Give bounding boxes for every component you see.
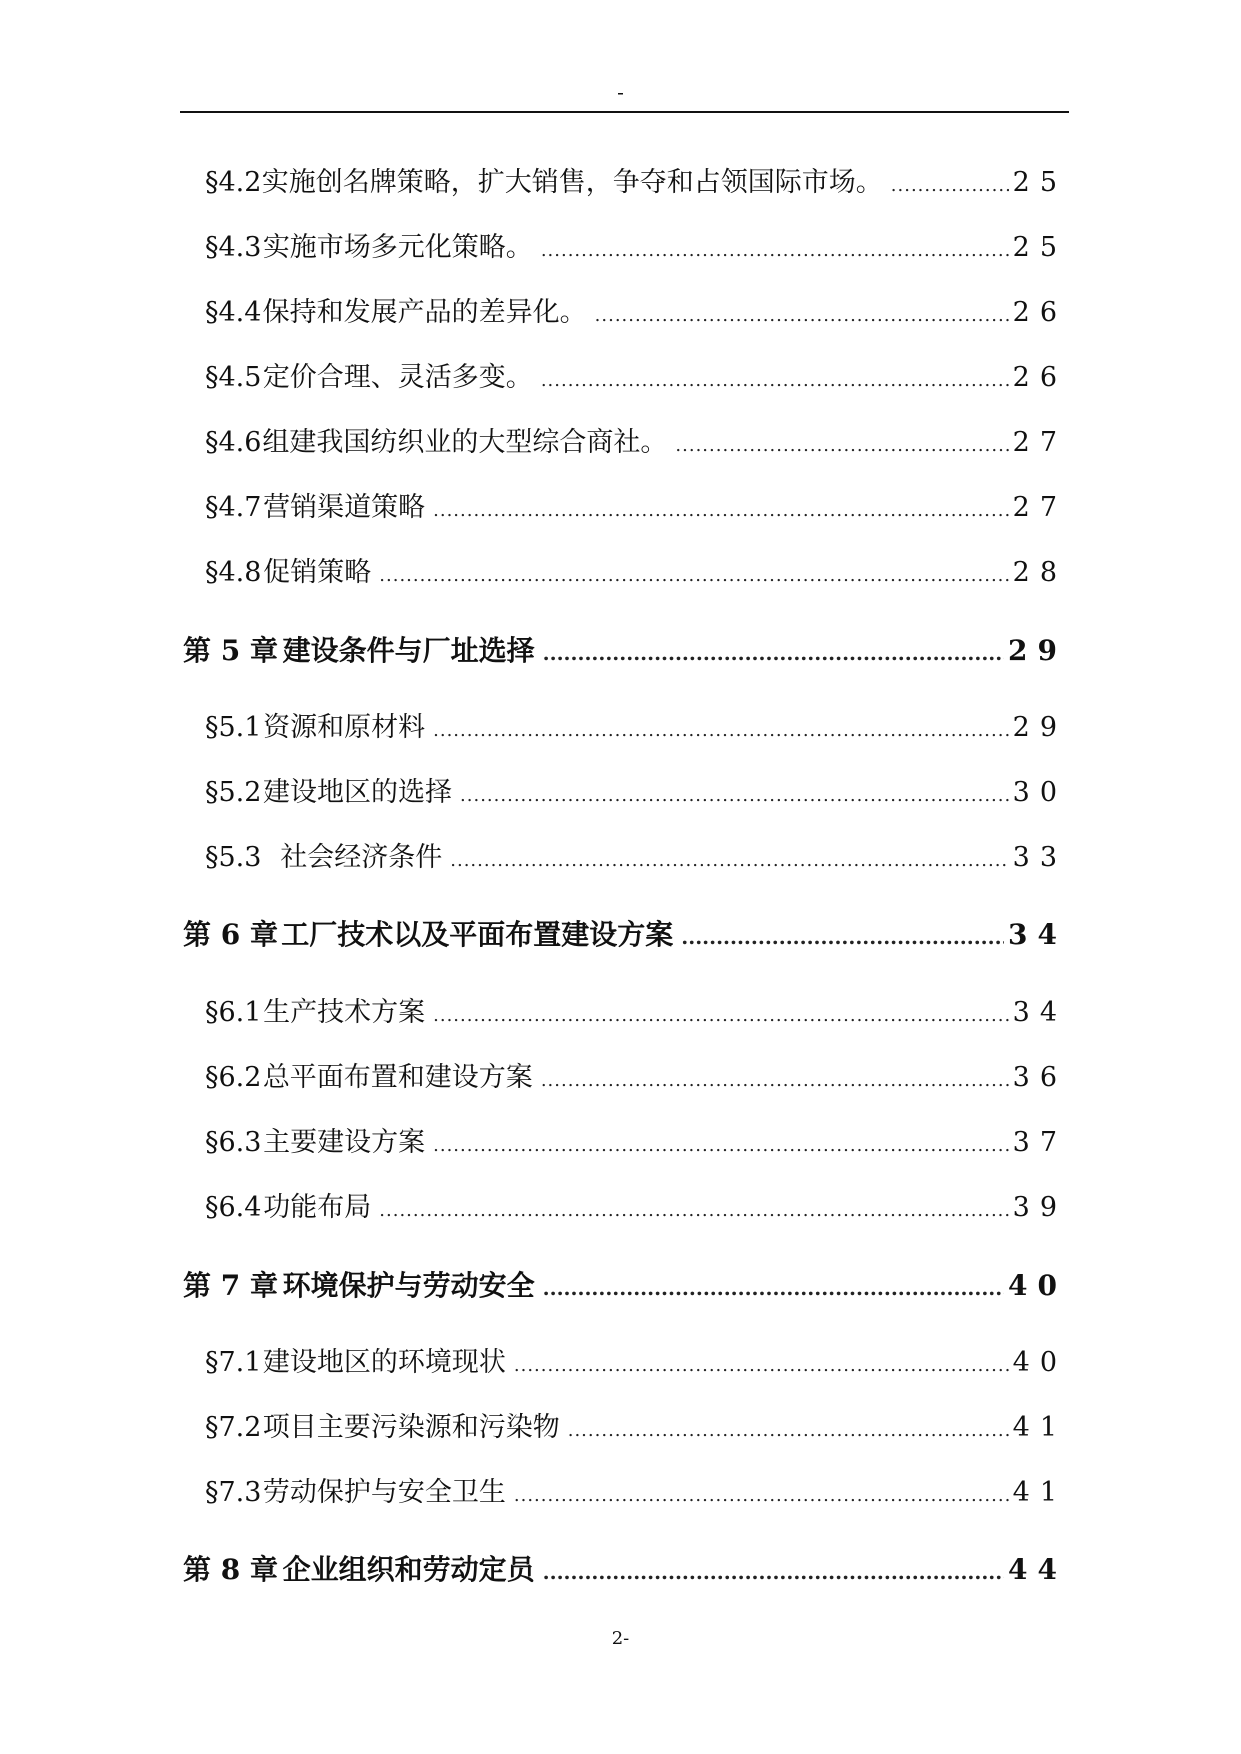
page-number-footer: 2- xyxy=(611,1628,630,1649)
toc-chapter-entry[interactable] xyxy=(183,915,1067,955)
toc-entry[interactable] xyxy=(205,1058,1067,1098)
toc-page-number: 30 xyxy=(1012,777,1067,808)
toc-page-number: 34 xyxy=(1008,918,1067,951)
toc-number: §6.4 xyxy=(205,1192,262,1223)
toc-chapter-title: 建设条件与厂址选择 xyxy=(282,634,535,667)
toc-title: 定价合理、灵活多变。 xyxy=(262,362,533,393)
toc-title: 功能布局 xyxy=(263,1192,372,1223)
toc-page-number: 29 xyxy=(1012,712,1067,743)
toc-title: 建设地区的选择 xyxy=(263,777,453,808)
toc-entry[interactable] xyxy=(205,1343,1067,1383)
toc-number: §6.3 xyxy=(205,1127,262,1158)
toc-page-number: 33 xyxy=(1012,842,1067,873)
toc-entry[interactable] xyxy=(205,1123,1067,1163)
toc-chapter-title: 工厂技术以及平面布置建设方案 xyxy=(281,918,674,951)
toc-entry[interactable] xyxy=(205,423,1067,463)
toc-title: 资源和原材料 xyxy=(263,712,426,743)
toc-number: §7.1 xyxy=(205,1347,262,1378)
toc-leader-dots xyxy=(460,776,1009,816)
toc-title: 生产技术方案 xyxy=(263,997,426,1028)
toc-title: 营销渠道策略 xyxy=(263,492,426,523)
toc-number: §4.8 xyxy=(205,557,262,588)
toc-page-number: 41 xyxy=(1012,1412,1067,1443)
toc-leader-dots xyxy=(891,166,1009,206)
toc-number: §4.7 xyxy=(205,492,262,523)
toc-leader-dots xyxy=(514,1346,1009,1386)
toc-chapter-number: 第 8 章 xyxy=(183,1553,278,1586)
toc-title: 保持和发展产品的差异化。 xyxy=(262,297,587,328)
toc-entry[interactable] xyxy=(205,163,1067,203)
toc-leader-dots xyxy=(541,1061,1009,1101)
toc-chapter-number: 第 7 章 xyxy=(183,1269,278,1302)
toc-page-number: 25 xyxy=(1012,232,1067,263)
toc-number: §6.2 xyxy=(205,1062,262,1093)
toc-leader-dots xyxy=(675,426,1008,466)
toc-title: 建设地区的环境现状 xyxy=(262,1347,506,1378)
toc-leader-dots xyxy=(433,491,1009,531)
toc-page-number: 41 xyxy=(1012,1477,1067,1508)
toc-leader-dots xyxy=(433,711,1009,751)
toc-page-number: 26 xyxy=(1012,362,1067,393)
toc-title: 社会经济条件 xyxy=(263,842,443,873)
toc-title: 实施市场多元化策略。 xyxy=(262,232,533,263)
toc-page-number: 44 xyxy=(1008,1553,1067,1586)
toc-chapter-entry[interactable] xyxy=(183,631,1067,671)
toc-chapter-entry[interactable] xyxy=(183,1550,1067,1590)
toc-entry[interactable] xyxy=(205,293,1067,333)
toc-leader-dots xyxy=(379,556,1008,596)
toc-number: §5.1 xyxy=(205,712,262,743)
toc-title: 促销策略 xyxy=(263,557,372,588)
toc-title: 项目主要污染源和污染物 xyxy=(262,1412,560,1443)
toc-chapter-title: 环境保护与劳动安全 xyxy=(282,1269,535,1302)
toc-title: 实施创名牌策略，扩大销售，争夺和占领国际市场。 xyxy=(261,167,883,198)
toc-leader-dots xyxy=(543,633,1004,673)
toc-leader-dots xyxy=(543,1552,1004,1592)
toc-leader-dots xyxy=(681,917,1004,957)
header-mark: - xyxy=(617,80,624,104)
toc-leader-dots xyxy=(514,1476,1009,1516)
toc-number: §7.2 xyxy=(205,1412,262,1443)
toc-number: §7.3 xyxy=(205,1477,262,1508)
toc-page-number: 25 xyxy=(1012,167,1067,198)
toc-page-number: 27 xyxy=(1012,492,1067,523)
toc-leader-dots xyxy=(568,1411,1009,1451)
toc-page-number: 34 xyxy=(1012,997,1067,1028)
toc-entry[interactable] xyxy=(205,773,1067,813)
toc-page-number: 37 xyxy=(1012,1127,1067,1158)
toc-page-number: 26 xyxy=(1012,297,1067,328)
toc-page-number: 36 xyxy=(1012,1062,1067,1093)
toc-chapter-number: 第 6 章 xyxy=(183,918,278,951)
toc-chapter-number: 第 5 章 xyxy=(183,634,278,667)
toc-entry[interactable] xyxy=(205,838,1067,878)
toc-number: §5.2 xyxy=(205,777,262,808)
toc-number: §4.4 xyxy=(205,297,262,328)
toc-entry[interactable] xyxy=(205,1188,1067,1228)
toc-page-number: 29 xyxy=(1008,634,1067,667)
toc-title: 组建我国纺织业的大型综合商社。 xyxy=(262,427,668,458)
toc-entry[interactable] xyxy=(205,1408,1067,1448)
toc-number: §6.1 xyxy=(205,997,262,1028)
toc-number: §4.6 xyxy=(205,427,262,458)
toc-number: §4.3 xyxy=(205,232,262,263)
toc-number: §5.3 xyxy=(205,842,262,873)
toc-leader-dots xyxy=(433,1126,1009,1166)
toc-page-number: 39 xyxy=(1012,1192,1067,1223)
toc-chapter-title: 企业组织和劳动定员 xyxy=(282,1553,535,1586)
toc-leader-dots xyxy=(379,1191,1008,1231)
toc-entry[interactable] xyxy=(205,228,1067,268)
toc-title: 劳动保护与安全卫生 xyxy=(262,1477,506,1508)
toc-page-number: 40 xyxy=(1008,1269,1067,1302)
toc-leader-dots xyxy=(541,231,1009,271)
toc-entry[interactable] xyxy=(205,708,1067,748)
toc-entry[interactable] xyxy=(205,358,1067,398)
toc-leader-dots xyxy=(595,296,1009,336)
toc-title: 总平面布置和建设方案 xyxy=(262,1062,533,1093)
toc-entry[interactable] xyxy=(205,993,1067,1033)
toc-title: 主要建设方案 xyxy=(263,1127,426,1158)
toc-chapter-entry[interactable] xyxy=(183,1266,1067,1306)
toc-page-number: 27 xyxy=(1012,427,1067,458)
toc-page-number: 28 xyxy=(1012,557,1067,588)
toc-entry[interactable] xyxy=(205,1473,1067,1513)
toc-leader-dots xyxy=(543,1268,1004,1308)
toc-entry[interactable] xyxy=(205,553,1067,593)
toc-number: §4.5 xyxy=(205,362,262,393)
toc-entry[interactable] xyxy=(205,488,1067,528)
toc-leader-dots xyxy=(433,996,1009,1036)
toc-leader-dots xyxy=(450,841,1008,881)
toc-page-number: 40 xyxy=(1012,1347,1067,1378)
toc-number: §4.2 xyxy=(205,167,262,198)
toc-leader-dots xyxy=(541,361,1009,401)
